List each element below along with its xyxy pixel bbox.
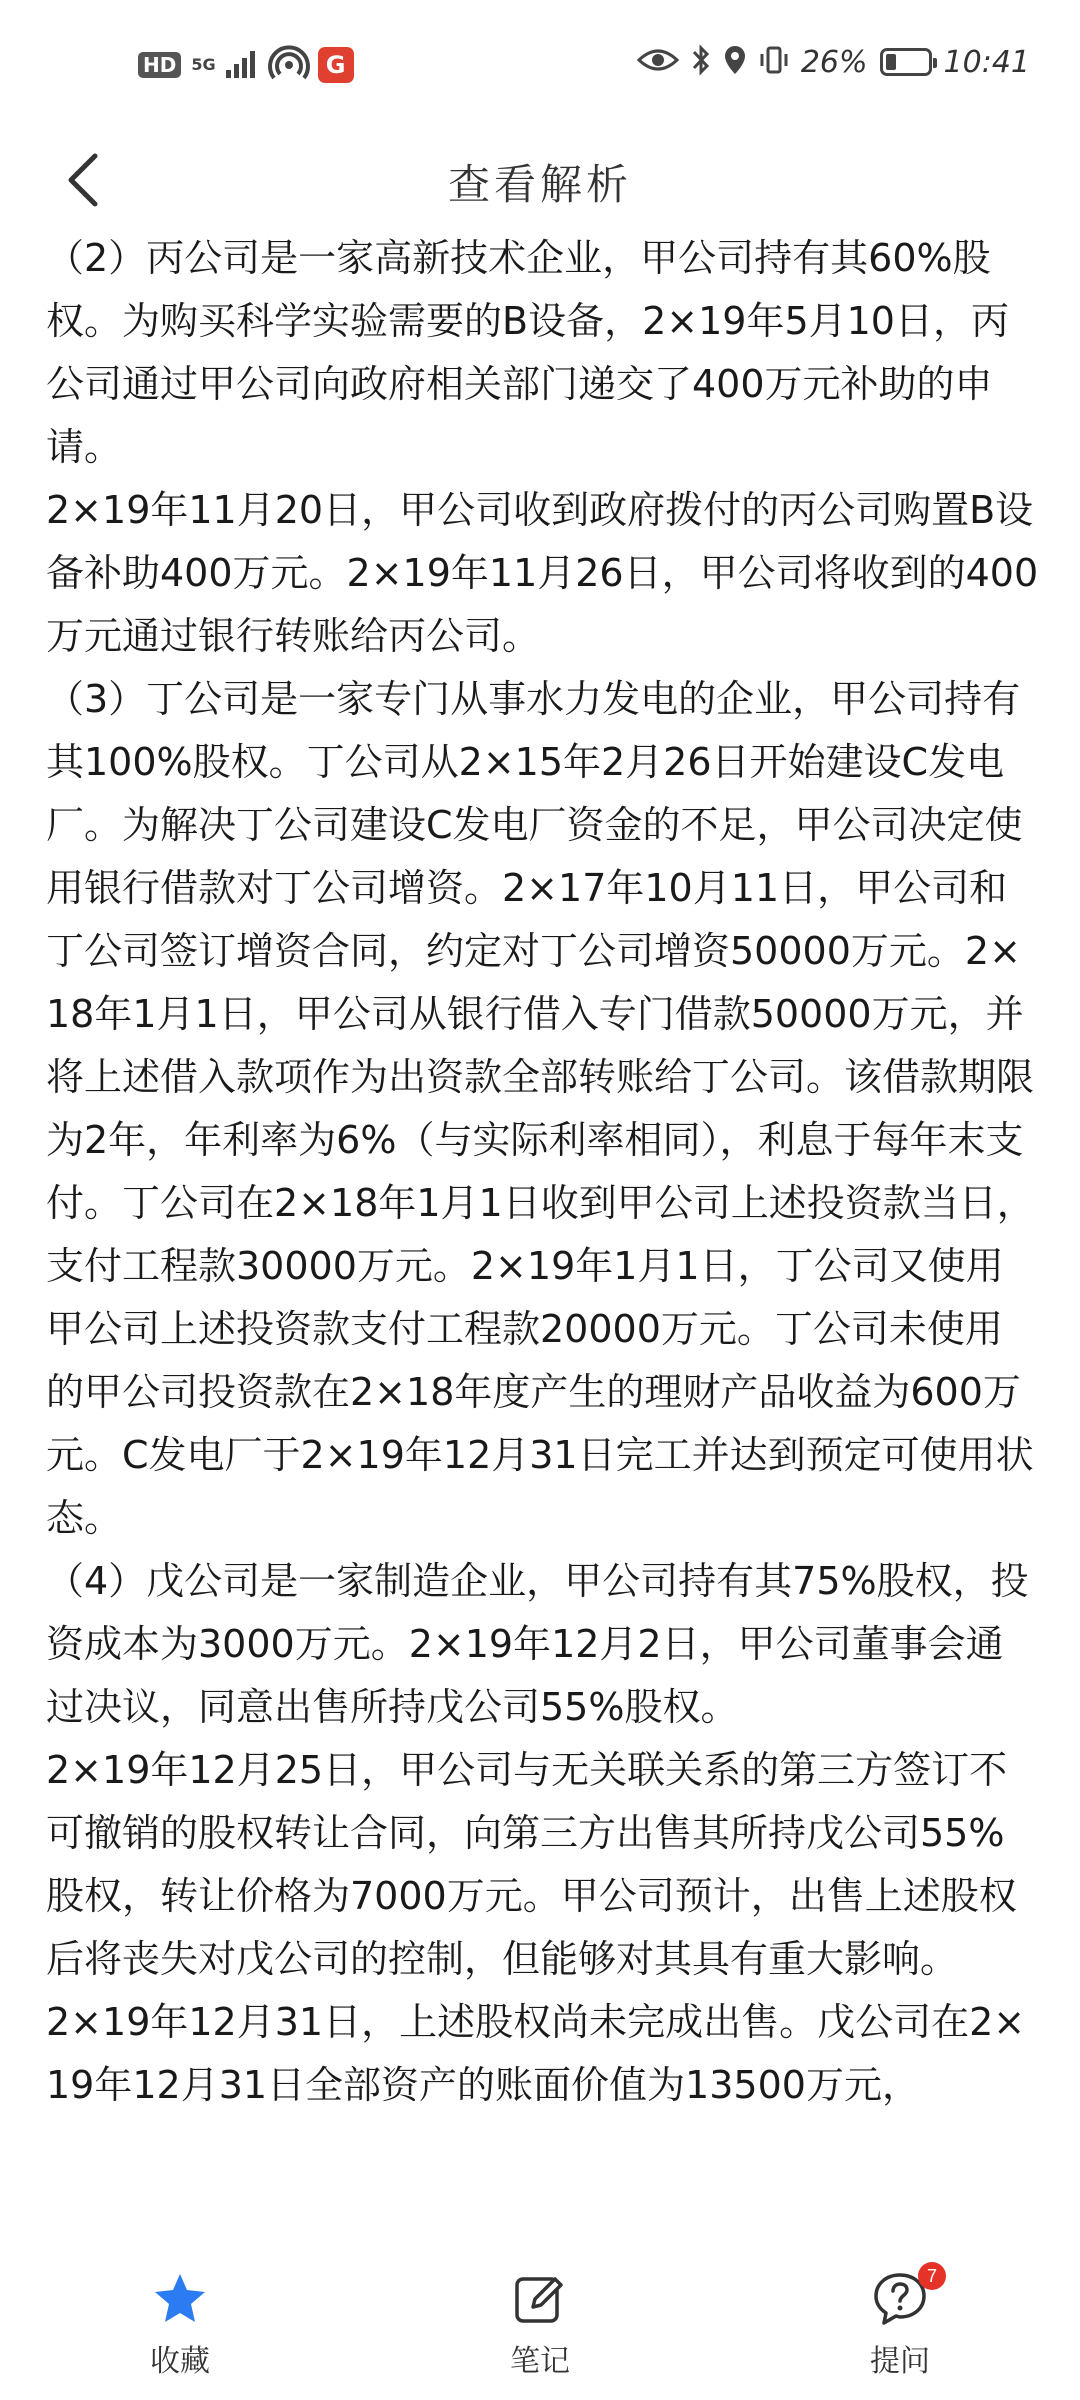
clock: 10:41 [943,44,1030,80]
signal-icon [226,48,260,82]
paragraph: （4）戊公司是一家制造企业，甲公司持有其75%股权，投资成本为3000万元。2×19年12月2日，甲公司董事会通过决议，同意出售所持戊公司55%股权。 [46,1559,1029,1729]
analysis-content[interactable] [46,198,1040,2263]
favorite-button[interactable] [0,2260,360,2400]
star-icon [150,2268,210,2328]
ask-count-badge: 7 [918,2262,946,2290]
edit-note-icon [510,2268,570,2328]
status-right [637,44,1030,80]
analysis-scroll [46,164,1040,2117]
vibrate-icon [759,45,789,79]
bottom-toolbar [0,2260,1080,2400]
hotspot-icon [270,46,308,84]
network-type-top: 5G [191,55,216,74]
notes-label: 笔记 [510,2344,570,2379]
network-type-label [191,57,215,73]
battery-percent: 26% [800,44,868,80]
status-left [138,46,354,84]
status-bar [0,0,1080,130]
paragraph: （2）丙公司是一家高新技术企业，甲公司持有其60%股权。为购买科学实验需要的B设备，2×19年5月10日，丙公司通过甲公司向政府相关部门递交了400万元补助的申请。 [46,236,1009,469]
question-bubble-icon [870,2265,937,2328]
header [0,130,1080,230]
location-icon [723,44,747,80]
battery-nub [933,58,937,68]
app-notification-icon: G [318,47,354,83]
paragraph: （3）丁公司是一家专门从事水力发电的企业，甲公司持有其100%股权。丁公司从2×15年2月26日开始建设C发电厂。为解决丁公司建设C发电厂资金的不足，甲公司决定使用银行借款对丁公司增资。2×17年10月11日，甲公司和丁公司签订增资合同，约定对丁公司增资50000万元。2×18年1月1日，甲公司从银行借入专门借款50000万元，并将上述借入款项作为出资款全部转账给丁公司。该借款期限为2年，年利率为6%（与实际利率相同），利息于每年末支付。丁公司在2×18年1月1日收到甲公司上述投资款当日，支付工程款30000万元。2×19年1月1日，丁公司又使用甲公司上述投资款支付工程款20000万元。丁公司未使用的甲公司投资款在2×18年度产生的理财产品收益为600万元。C发电厂于2×19年12月31日完工并达到预定可使用状态。 [46,677,1035,1540]
eye-icon [637,46,679,78]
page-title: 查看解析 [447,160,632,209]
battery-icon [880,48,932,76]
paragraph: 2×19年12月25日，甲公司与无关联关系的第三方签订不可撤销的股权转让合同，向第三方出售其所持戊公司55%股权，转让价格为7000万元。甲公司预计，出售上述股权后将丧失对戊公司的控制，但能够对其具有重大影响。 [46,1748,1017,1981]
hd-icon: HD [138,52,181,78]
paragraph: 2×19年11月20日，甲公司收到政府拨付的丙公司购置B设备补助400万元。2×19年11月26日，甲公司将收到的400万元通过银行转账给丙公司。 [46,488,1039,658]
paragraph: 2×19年12月31日，上述股权尚未完成出售。戊公司在2×19年12月31日全部资产的账面价值为13500万元， [46,2000,1026,2107]
battery-fill [886,54,896,70]
bluetooth-icon [691,44,711,80]
ask-label: 提问 [870,2344,930,2379]
favorite-label: 收藏 [150,2344,210,2379]
ask-button[interactable] [720,2260,1080,2400]
notes-button[interactable] [360,2260,720,2400]
